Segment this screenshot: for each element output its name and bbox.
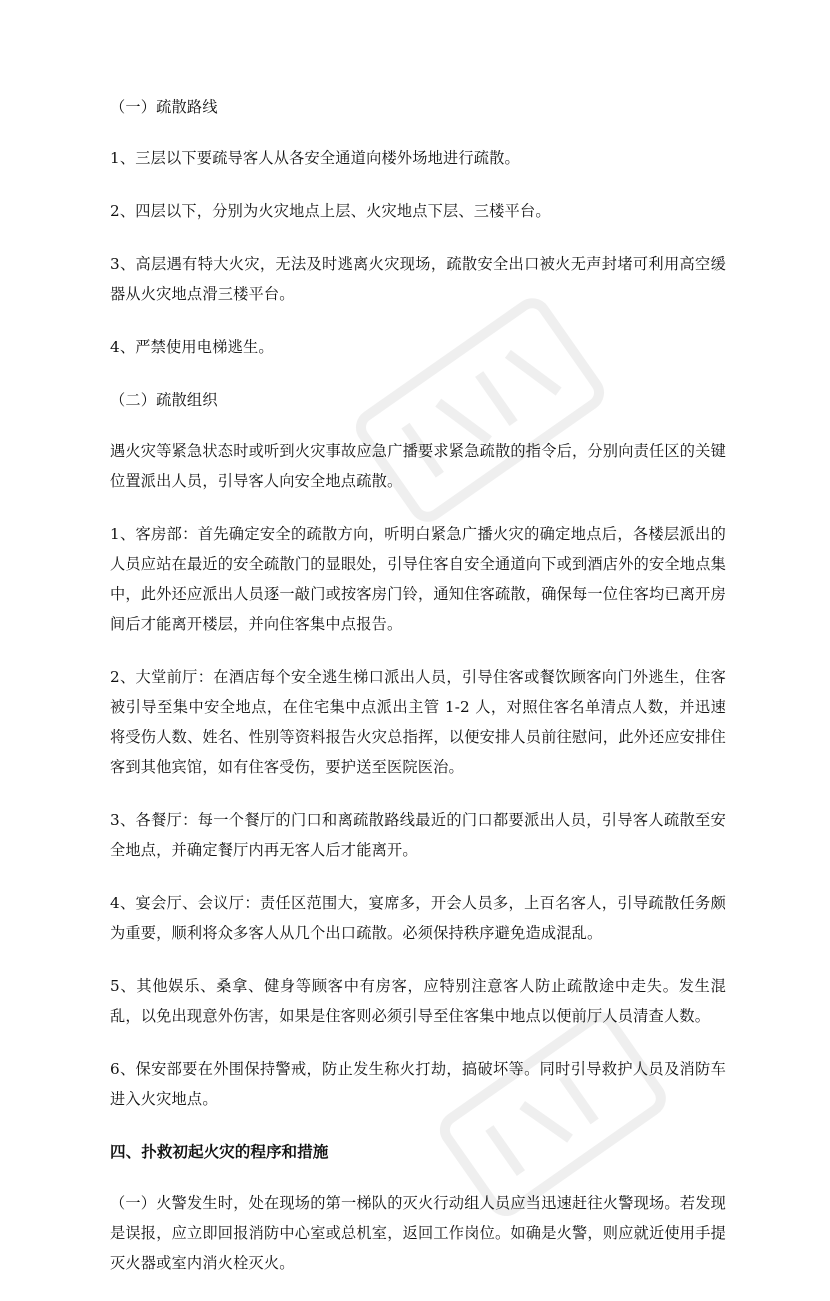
paragraph: 5、其他娱乐、桑拿、健身等顾客中有房客，应特别注意客人防止疏散途中走失。发生混乱，以免出现意外伤害，如果是住客则必须引导至住客集中地点以便前厅人员清查人数。 — [110, 977, 726, 1025]
section-subheading: （二）疏散组织 — [110, 391, 218, 409]
paragraph: 3、各餐厅：每一个餐厅的门口和离疏散路线最近的门口都要派出人员，引导客人疏散至安全地点，并确定餐厅内再无客人后才能离开。 — [110, 811, 726, 859]
paragraph: 2、四层以下，分别为火灾地点上层、火灾地点下层、三楼平台。 — [110, 202, 551, 220]
paragraph: 4、严禁使用电梯逃生。 — [110, 338, 274, 356]
paragraph: 遇火灾等紧急状态时或听到火灾事故应急广播要求紧急疏散的指令后，分别向责任区的关键位置派出人员，引导客人向安全地点疏散。 — [110, 442, 726, 490]
paragraph: 1、三层以下要疏导客人从各安全通道向楼外场地进行疏散。 — [110, 149, 520, 167]
document-body — [110, 92, 726, 1301]
paragraph: 1、客房部：首先确定安全的疏散方向，听明白紧急广播火灾的确定地点后，各楼层派出的人员应站在最近的安全疏散门的显眼处，引导住客自安全通道向下或到酒店外的安全地点集中，此外还应派出人员逐一敲门或按客房门铃，通知住客疏散，确保每一位住客均已离开房间后才能离开楼层，并向住客集中点报告。 — [110, 525, 726, 633]
paragraph: 4、宴会厅、会议厅：责任区范围大，宴席多，开会人员多，上百名客人，引导疏散任务颇为重要，顺利将众多客人从几个出口疏散。必须保持秩序避免造成混乱。 — [110, 894, 726, 942]
paragraph: 2、大堂前厅：在酒店每个安全逃生梯口派出人员，引导住客或餐饮顾客向门外逃生，住客被引导至集中安全地点，在住宅集中点派出主管 1-2 人，对照住客名单清点人数，并迅速将受伤人数、姓名、性别等资料报告火灾总指挥，以便安排人员前往慰问，此外还应安排住客到其他宾馆，如有住客受伤，要护送至医院医治。 — [110, 668, 726, 776]
paragraph: 6、保安部要在外围保持警戒，防止发生称火打劫，搞破坏等。同时引导救护人员及消防车进入火灾地点。 — [110, 1060, 726, 1108]
section-heading: 四、扑救初起火灾的程序和措施 — [110, 1143, 329, 1161]
section-subheading: （一）疏散路线 — [110, 98, 218, 116]
paragraph: 3、高层遇有特大火灾，无法及时逃离火灾现场，疏散安全出口被火无声封堵可利用高空缓器从火灾地点滑三楼平台。 — [110, 255, 726, 303]
paragraph: （一）火警发生时，处在现场的第一梯队的灭火行动组人员应当迅速赶往火警现场。若发现是误报，应立即回报消防中心室或总机室，返回工作岗位。如确是火警，则应就近使用手提灭火器或室内消火栓灭火。 — [110, 1194, 726, 1272]
